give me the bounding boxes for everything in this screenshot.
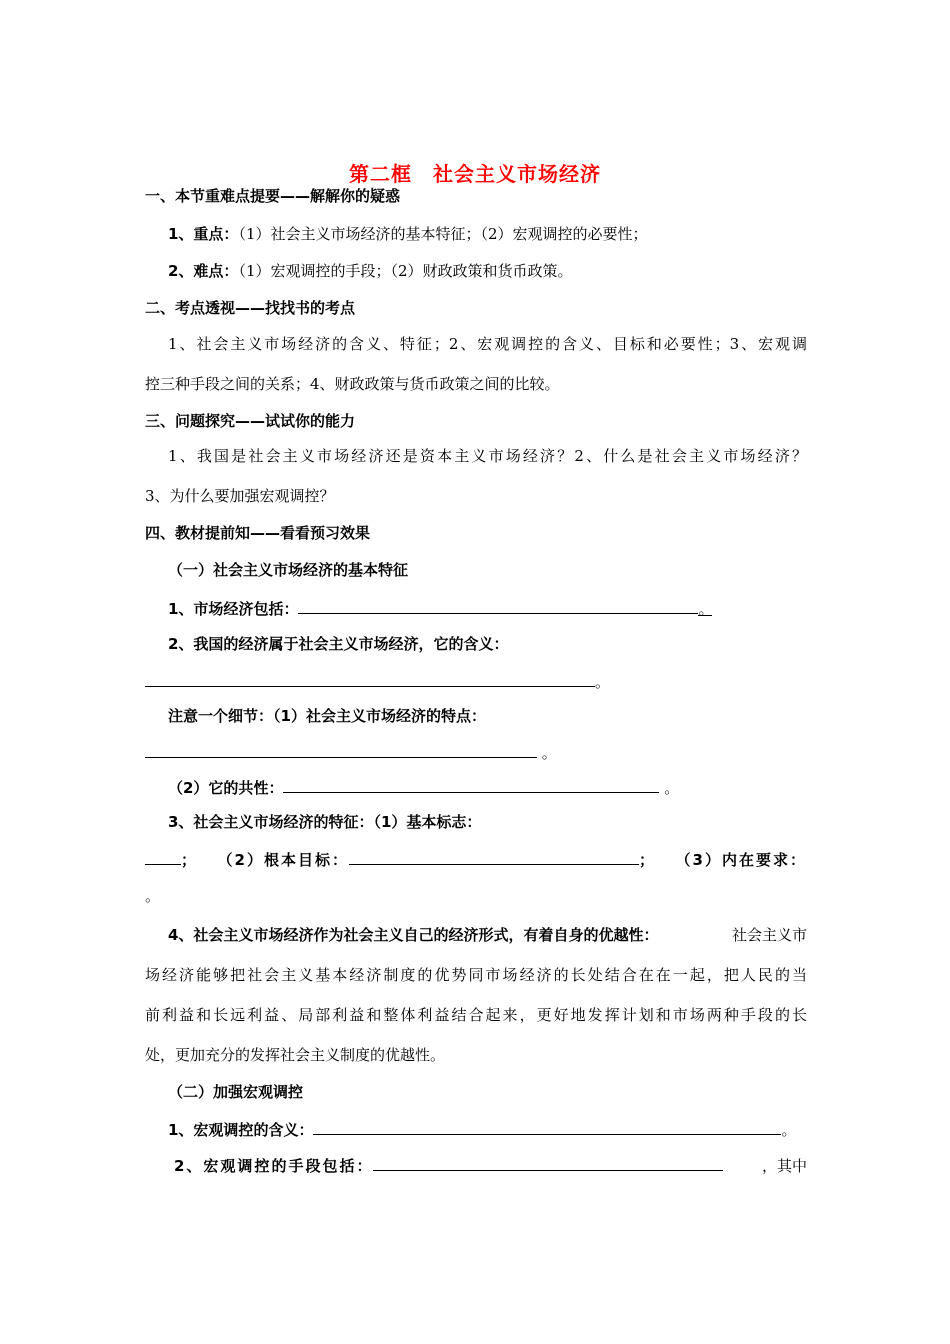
period-mark: 。 <box>541 744 557 762</box>
answer-blank[interactable] <box>145 848 181 865</box>
answer-blank[interactable] <box>349 848 639 865</box>
answer-blank[interactable] <box>313 1118 781 1135</box>
answer-blank[interactable] <box>283 776 659 793</box>
commonality-label: （2）它的共性： <box>168 779 284 797</box>
macro-means-group <box>174 1154 723 1176</box>
fill-item-label: 1、市场经济包括： <box>168 600 299 618</box>
basic-mark-group <box>145 848 196 870</box>
macro-means-label: 2、宏观调控的手段包括： <box>174 1157 374 1175</box>
period-mark: 。 <box>595 673 611 691</box>
period-mark: 。 <box>698 600 714 618</box>
answer-blank[interactable] <box>145 741 537 758</box>
period-mark: 。 <box>664 779 680 797</box>
difficult-points-label: 2、难点： <box>168 262 239 280</box>
answer-blank[interactable] <box>298 597 698 614</box>
semicolon: ； <box>181 851 197 869</box>
section-heading-3: 三、问题探究——试试你的能力 <box>145 412 356 430</box>
note-answer-line <box>145 741 557 763</box>
requirement-label: （3）内在要求： <box>675 851 807 869</box>
questions-line-1: 1、我国是社会主义市场经济还是资本主义市场经济？2、什么是社会主义市场经济？ <box>168 447 807 465</box>
difficult-points-line <box>168 261 573 281</box>
fill-item-market-economy <box>168 597 712 619</box>
semicolon: ； <box>639 851 655 869</box>
subsection-1-heading: （一）社会主义市场经济的基本特征 <box>168 561 409 579</box>
goal-group <box>218 848 654 870</box>
advantage-line-4: 处，更加充分的发挥社会主义制度的优越性。 <box>145 1046 446 1064</box>
advantage-label: 4、社会主义市场经济作为社会主义自己的经济形式，有着自身的优越性： <box>168 926 659 944</box>
difficult-points-text: （1）宏观调控的手段；（2）财政政策和货币政策。 <box>238 262 573 280</box>
page-title: 第二框 社会主义市场经济 <box>349 162 601 186</box>
macro-means-tail: ，其中 <box>761 1157 807 1175</box>
section-heading-2: 二、考点透视——找找书的考点 <box>145 299 356 317</box>
advantage-line-3: 前利益和长远利益、局部利益和整体利益结合起来，更好地发挥计划和市场两种手段的长 <box>145 1006 807 1024</box>
fill-item-meaning-line <box>145 670 610 692</box>
key-points-text: （1）社会主义市场经济的基本特征；（2）宏观调控的必要性； <box>238 225 648 243</box>
advantage-line-1 <box>168 925 807 945</box>
answer-blank[interactable] <box>373 1154 723 1171</box>
macro-meaning-line <box>168 1118 796 1140</box>
features-answer-line <box>145 848 807 870</box>
macro-means-line <box>174 1154 807 1176</box>
key-points-label: 1、重点： <box>168 225 239 243</box>
advantage-text-start: 社会主义市 <box>731 926 807 944</box>
period-mark: 。 <box>781 1121 797 1139</box>
subsection-2-heading: （二）加强宏观调控 <box>168 1083 304 1101</box>
goal-label: （2）根本目标： <box>217 851 349 869</box>
features-label: 3、社会主义市场经济的特征：（1）基本标志： <box>168 813 482 831</box>
commonality-line <box>168 776 679 798</box>
questions-line-2: 3、为什么要加强宏观调控？ <box>145 487 335 505</box>
note-label: 注意一个细节：（1）社会主义市场经济的特点： <box>168 707 486 725</box>
exam-points-line-2: 控三种手段之间的关系；4、财政政策与货币政策之间的比较。 <box>145 375 560 393</box>
key-points-line <box>168 224 648 244</box>
fill-item-meaning-label: 2、我国的经济属于社会主义市场经济，它的含义： <box>168 635 509 653</box>
section-heading-4: 四、教材提前知——看看预习效果 <box>145 524 371 542</box>
period-mark: 。 <box>145 887 161 905</box>
section-heading-1: 一、本节重难点提要——解解你的疑惑 <box>145 187 401 205</box>
exam-points-line-1: 1、社会主义市场经济的含义、特征；2、宏观调控的含义、目标和必要性；3、宏观调 <box>168 335 807 353</box>
advantage-line-2: 场经济能够把社会主义基本经济制度的优势同市场经济的长处结合在在一起，把人民的当 <box>145 966 807 984</box>
answer-blank[interactable] <box>145 670 595 687</box>
macro-meaning-label: 1、宏观调控的含义： <box>168 1121 314 1139</box>
